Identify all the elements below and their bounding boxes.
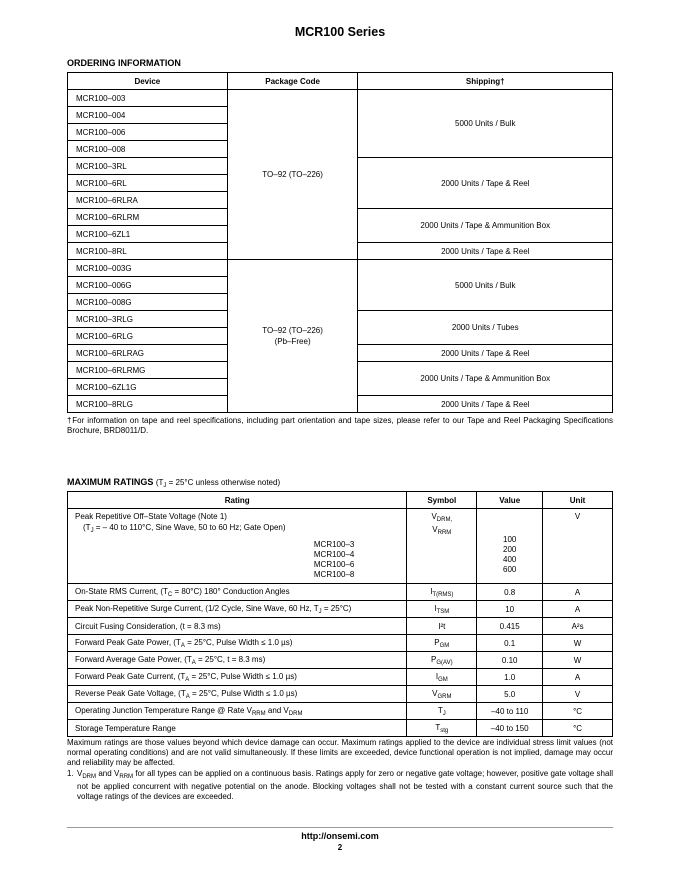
list-item: 600 [503,565,517,574]
value-cell: 0.1 [477,635,543,652]
ordering-header-row [68,73,613,90]
ratings-note-1: 1. $V_{DRM}$ and $V_{RRM}$ for all types can be applied on a continuous basis. Ratings apply for zero or negative gate voltage; however, positive gate voltage shall not be applied concurrent with negative potential on the anode. Blocking voltages shall not be tested with a constant current source such that the voltage ratings of the devices are exceeded. [67,769,613,801]
rating-cell: Reverse Peak Gate Voltage, ($T_A = 25^\circ C$, Pulse Width ≤ 1.0 µs) [68,686,407,703]
shipping-cell: 2000 Units / Tape & Ammunition Box [358,362,613,396]
shipping-cell: 5000 Units / Bulk [358,90,613,158]
unit-cell: W [543,652,613,669]
shipping-cell: 2000 Units / Tape & Reel [358,345,613,362]
package-cell-pbfree [227,260,358,413]
col-unit: Unit [543,492,613,509]
ratings-heading-text: MAXIMUM RATINGS [67,477,154,487]
table-row [68,509,613,584]
device-cell: MCR100–003G [68,260,228,277]
package-line: (Pb–Free) [274,337,311,346]
symbol-cell: $P_{G(AV)}$ [407,652,477,669]
ordering-heading: ORDERING INFORMATION [67,58,181,68]
symbol-cell: I²t [407,618,477,635]
rating-cell: Peak Non-Repetitive Surge Current, (1/2 Cycle, Sine Wave, 60 Hz, $T_J = 25^\circ C$) [68,601,407,618]
rating-cell: Storage Temperature Range [68,720,407,737]
value-cell: 0.415 [477,618,543,635]
rating-cell: Operating Junction Temperature Range @ Rate $V_{RRM}$ and $V_{DRM}$ [68,703,407,720]
symbol-cell: $I_{GM}$ [407,669,477,686]
ratings-heading-condition: ($T_J = 25^\circ C$ unless otherwise noted) [155,478,281,489]
device-cell: MCR100–6RLRAG [68,345,228,362]
symbol-cell: $P_{GM}$ [407,635,477,652]
list-item: 100 [503,535,517,544]
unit-cell: V [543,509,613,584]
symbol-cell: $I_{T(RMS)}$ [407,584,477,601]
table-row [68,720,613,737]
ratings-header-row [68,492,613,509]
ordering-table [67,72,613,413]
shipping-cell: 2000 Units / Tape & Reel [358,158,613,209]
shipping-cell: 2000 Units / Tape & Reel [358,396,613,413]
device-cell: MCR100–8RL [68,243,228,260]
vdrm-device-list [75,537,406,580]
device-cell: MCR100–003 [68,90,228,107]
list-item: 200 [503,545,517,554]
table-row [68,90,613,107]
rating-cell: Circuit Fusing Consideration, (t = 8.3 ms) [68,618,407,635]
col-value: Value [477,492,543,509]
shipping-cell: 5000 Units / Bulk [358,260,613,311]
package-cell: TO–92 (TO–226) [227,90,358,260]
device-cell: MCR100–6RLRA [68,192,228,209]
symbol-vrrm: $V_{RRM}$ [432,525,452,536]
value-cell: 10 [477,601,543,618]
symbol-cell: $T_J$ [407,703,477,720]
symbol-cell: $I_{TSM}$ [407,601,477,618]
table-row [68,669,613,686]
table-row [68,584,613,601]
unit-cell: A [543,601,613,618]
table-row [68,652,613,669]
ratings-heading [67,477,280,489]
list-item: MCR100–6 [313,560,355,569]
col-shipping: Shipping† [358,73,613,90]
symbol-cell: $V_{GRM}$ [407,686,477,703]
device-cell: MCR100–006G [68,277,228,294]
device-cell: MCR100–004 [68,107,228,124]
table-row [68,686,613,703]
symbol-cell [407,509,477,584]
unit-cell: A [543,584,613,601]
package-line: TO–92 (TO–226) [262,326,323,335]
unit-cell: V [543,686,613,703]
rating-cell: Forward Average Gate Power, ($T_A = 25^\circ C$, t = 8.3 ms) [68,652,407,669]
list-item: MCR100–4 [313,550,355,559]
table-row [68,260,613,277]
footer-url[interactable]: http://onsemi.com [301,831,379,841]
value-cell: 0.10 [477,652,543,669]
col-symbol: Symbol [407,492,477,509]
rating-cell: Forward Peak Gate Power, ($T_A = 25^\circ C$, Pulse Width ≤ 1.0 µs) [68,635,407,652]
value-cell: 1.0 [477,669,543,686]
value-cell: –40 to 150 [477,720,543,737]
device-cell: MCR100–8RLG [68,396,228,413]
table-row [68,703,613,720]
rating-cell: Forward Peak Gate Current, ($T_A = 25^\circ C$, Pulse Width ≤ 1.0 µs) [68,669,407,686]
vdrm-line1: Peak Repetitive Off–State Voltage (Note 1) [75,512,227,521]
list-item: MCR100–8 [313,570,355,579]
device-cell: MCR100–008 [68,141,228,158]
unit-cell: A [543,669,613,686]
rating-cell: On-State RMS Current, $(T_C = 80^\circ C)$ 180° Conduction Angles [68,584,407,601]
footer-divider [67,827,613,828]
shipping-cell: 2000 Units / Tape & Ammunition Box [358,209,613,243]
device-cell: MCR100–3RLG [68,311,228,328]
value-cell: –40 to 110 [477,703,543,720]
device-cell: MCR100–3RL [68,158,228,175]
value-cell: 5.0 [477,686,543,703]
device-cell: MCR100–006 [68,124,228,141]
note-number: 1. [67,769,74,778]
table-row [68,601,613,618]
value-cell [477,509,543,584]
unit-cell: °C [543,703,613,720]
device-cell: MCR100–6RLRM [68,209,228,226]
symbol-cell: $T_{stg}$ [407,720,477,737]
col-package: Package Code [227,73,358,90]
unit-cell: °C [543,720,613,737]
symbol-vdrm: $V_{DRM,}$ [431,512,453,523]
col-rating: Rating [68,492,407,509]
col-device: Device [68,73,228,90]
table-row [68,618,613,635]
ordering-footnote: †For information on tape and reel specifications, including part orientation and tape sizes, please refer to our Tape and Reel Packaging Specifications Brochure, BRD8011/D. [67,416,613,435]
list-item: MCR100–3 [313,540,355,549]
device-cell: MCR100–6ZL1 [68,226,228,243]
device-cell: MCR100–6RLG [68,328,228,345]
ratings-note: Maximum ratings are those values beyond which device damage can occur. Maximum ratings applied to the device are individual stress limit values (not normal operating conditions) and are not valid simultaneously. If these limits are exceeded, device functional operation is not implied, damage may occur and reliability may be affected. [67,738,613,767]
page-number: 2 [337,843,343,852]
ratings-table [67,491,613,737]
shipping-cell: 2000 Units / Tape & Reel [358,243,613,260]
device-cell: MCR100–6ZL1G [68,379,228,396]
page-title: MCR100 Series [294,25,386,39]
shipping-cell: 2000 Units / Tubes [358,311,613,345]
vdrm-line2: ($T_J$ = – 40 to 110°C, Sine Wave, 50 to 60 Hz; Gate Open) [83,523,286,534]
unit-cell: A²s [543,618,613,635]
device-cell: MCR100–008G [68,294,228,311]
table-row [68,635,613,652]
list-item: 400 [503,555,517,564]
value-cell: 0.8 [477,584,543,601]
device-cell: MCR100–6RL [68,175,228,192]
unit-cell: W [543,635,613,652]
rating-cell [68,509,407,584]
device-cell: MCR100–6RLRMG [68,362,228,379]
